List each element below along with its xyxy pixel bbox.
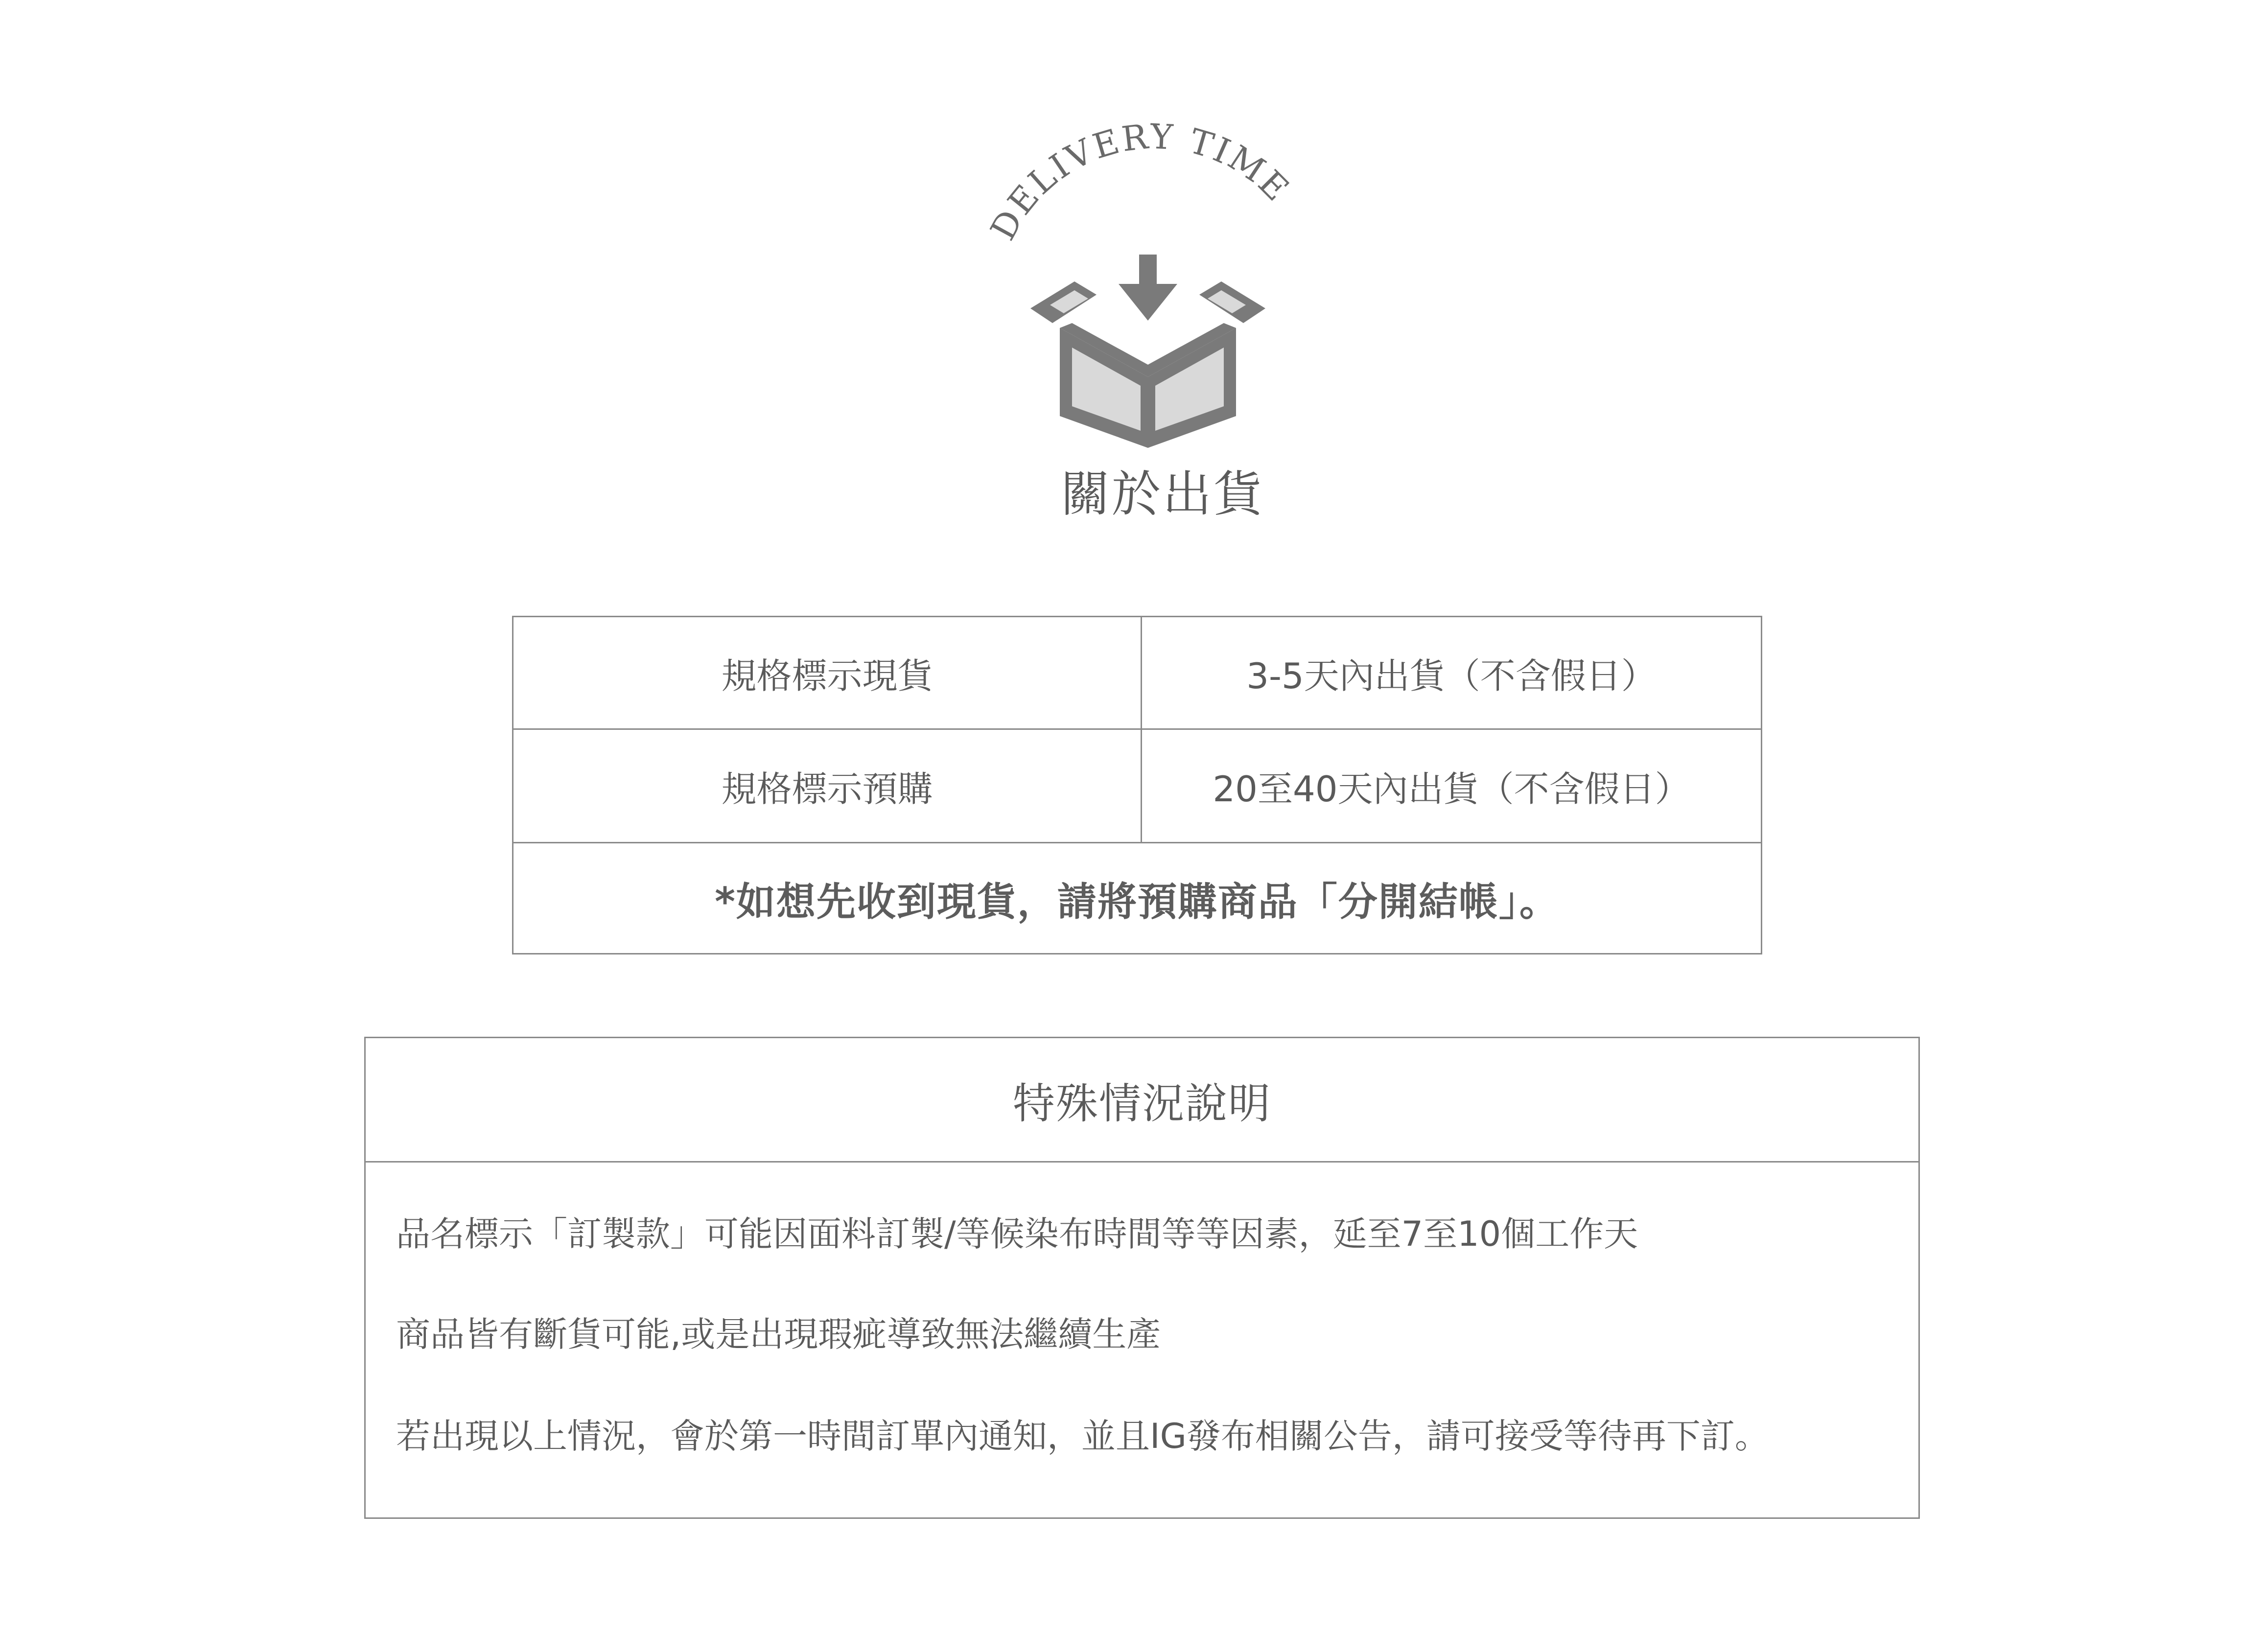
page-title: 關於出貨 [1061,465,1264,523]
table-note-row [513,843,1761,953]
notice-line: 商品皆有斷貨可能,或是出現瑕疵導致無法繼續生產 [396,1314,1161,1354]
row-label: 規格標示預購 [513,730,1142,842]
row-label: 規格標示現貨 [513,617,1142,728]
row-value: 20至40天內出貨（不含假日） [1213,768,1690,810]
notice-title: 特殊情況說明 [366,1038,1918,1163]
notice-line: 若出現以上情況，會於第一時間訂單內通知，並且IG發布相關公告，請可接受等待再下訂。 [396,1416,1769,1456]
row-value: 3-5天內出貨（不含假日） [1246,655,1657,697]
arc-title-text: DELIVERY TIME [982,117,1298,247]
shipping-table [512,616,1762,954]
table-row [513,617,1761,730]
checkout-note: *如想先收到現貨，請將預購商品「分開結帳」。 [715,879,1560,925]
delivery-time-arc-text [974,117,1327,264]
table-row [513,730,1761,843]
special-notice-box [364,1037,1920,1519]
svg-text:DELIVERY TIME [982,117,1298,247]
notice-line: 品名標示「訂製款」可能因面料訂製/等候染布時間等等因素，延至7至10個工作天 [396,1214,1638,1254]
box-download-icon [1030,255,1265,450]
